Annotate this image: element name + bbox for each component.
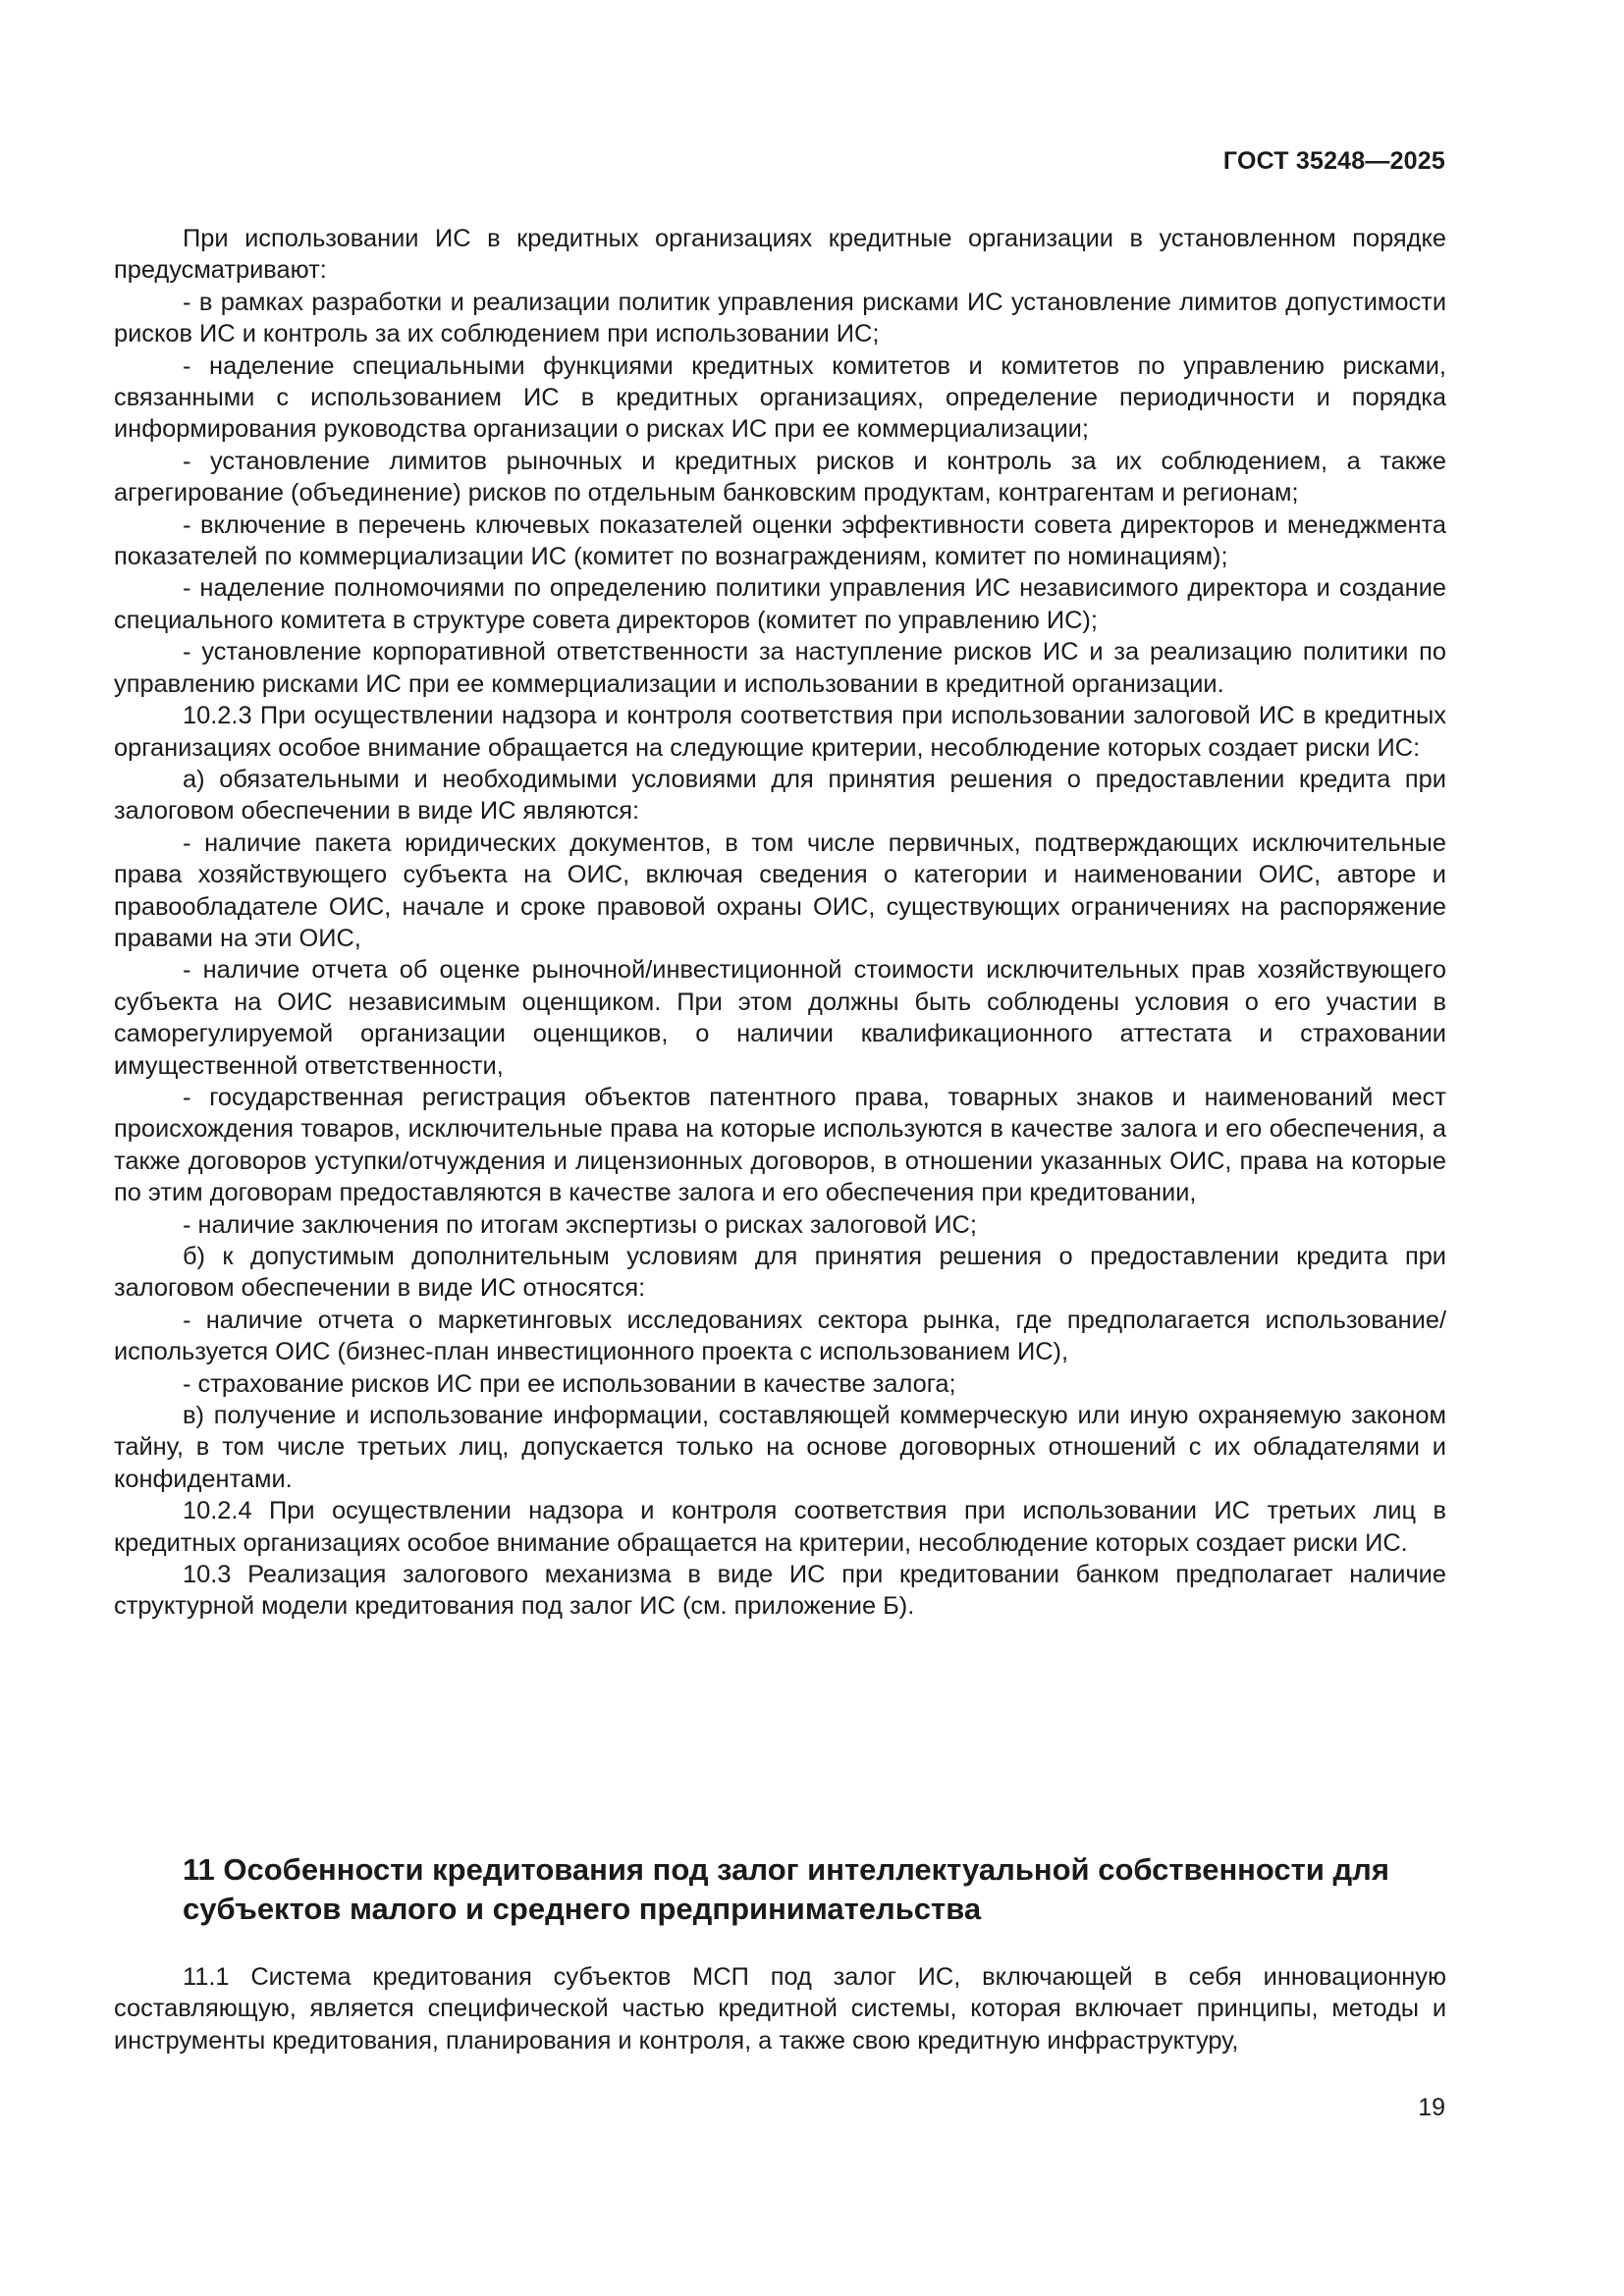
paragraph: б) к допустимым дополнительным условиям для принятия решения о предоставлении кредита при залоговом обеспечении в виде ИС относятся:: [114, 1243, 1446, 1303]
paragraph: - наличие пакета юридических документов, в том числе первичных, подтверждающих исключительные права хозяйствующего субъекта на ОИС, включая сведения о категории и наименовании ОИС, авторе и правообладателе ОИС, начале и сроке правовой охраны ОИС, существующих ограничениях на распоряжение правами на эти ОИС,: [114, 828, 1446, 952]
section-body: [114, 1961, 1446, 2056]
paragraph: - установление лимитов рыночных и кредитных рисков и контроль за их соблюдением, а также агрегирование (объединение) рисков по отдельным банковским продуктам, контрагентам и регионам;: [114, 447, 1446, 507]
document-body: [114, 223, 1446, 1623]
section-heading: 11 Особенности кредитования под залог интеллектуальной собственности для субъектов малого и среднего предпринимательства: [183, 1852, 1389, 1926]
page-number: 19: [1418, 2094, 1445, 2121]
paragraph: - страхование рисков ИС при ее использовании в качестве залога;: [183, 1369, 956, 1398]
paragraph: а) обязательными и необходимыми условиями для принятия решения о предоставлении кредита при залоговом обеспечении в виде ИС являются:: [114, 765, 1446, 826]
paragraph: - включение в перечень ключевых показателей оценки эффективности совета директоров и менеджмента показателей по коммерциализации ИС (комитет по вознаграждениям, комитет по номинациям);: [114, 510, 1446, 571]
paragraph: 10.2.4 При осуществлении надзора и контроля соответствия при использовании ИС третьих лиц в кредитных организациях особое внимание обращается на критерии, несоблюдение которых создает риски ИС.: [114, 1497, 1446, 1557]
paragraph: в) получение и использование информации, составляющей коммерческую или иную охраняемую законом тайну, в том числе третьих лиц, допускается только на основе договорных отношений с их обладателями и конфидентами.: [114, 1402, 1446, 1493]
paragraph: - наличие отчета об оценке рыночной/инвестиционной стоимости исключительных прав хозяйствующего субъекта на ОИС независимым оценщиком. При этом должны быть соблюдены условия о его участии в саморегулируемой организации оценщиков, о наличии квалификационного аттестата и страховании имущественной ответственности,: [114, 956, 1446, 1080]
paragraph: При использовании ИС в кредитных организациях кредитные организации в установленном порядке предусматривают:: [114, 225, 1446, 285]
document-header-id: ГОСТ 35248—2025: [1222, 147, 1445, 175]
paragraph: - наличие отчета о маркетинговых исследованиях сектора рынка, где предполагается использование/используется ОИС (бизнес-план инвестиционного проекта с использованием ИС),: [114, 1306, 1446, 1366]
paragraph: - наделение полномочиями по определению политики управления ИС независимого директора и создание специального комитета в структуре совета директоров (комитет по управлению ИС);: [114, 574, 1446, 634]
paragraph: 11.1 Система кредитования субъектов МСП под залог ИС, включающей в себя инновационную составляющую, является специфической частью кредитной системы, которая включает принципы, методы и инструменты кредитования, планирования и контроля, а также свою кредитную инфраструктуру,: [114, 1963, 1446, 2055]
paragraph: 10.2.3 При осуществлении надзора и контроля соответствия при использовании залоговой ИС в кредитных организациях особое внимание обращается на следующие критерии, несоблюдение которых создает риски ИС:: [114, 702, 1446, 762]
paragraph: 10.3 Реализация залогового механизма в виде ИС при кредитовании банком предполагает наличие структурной модели кредитования под залог ИС (см. приложение Б).: [114, 1561, 1446, 1621]
paragraph: - наличие заключения по итогам экспертизы о рисках залоговой ИС;: [183, 1210, 977, 1239]
paragraph: - в рамках разработки и реализации политик управления рисками ИС установление лимитов допустимости рисков ИС и контроль за их соблюдением при использовании ИС;: [114, 288, 1446, 348]
paragraph: - установление корпоративной ответственности за наступление рисков ИС и за реализацию политики по управлению рисками ИС при ее коммерциализации и использовании в кредитной организации.: [114, 638, 1446, 698]
paragraph: - наделение специальными функциями кредитных комитетов и комитетов по управлению рисками, связанными с использованием ИС в кредитных организациях, определение периодичности и порядка информирования руководства организации о рисках ИС при ее коммерциализации;: [114, 351, 1446, 444]
paragraph: - государственная регистрация объектов патентного права, товарных знаков и наименований мест происхождения товаров, исключительные права на которые используются в качестве залога и его обеспечения, а также договоров уступки/отчуждения и лицензионных договоров, в отношении указанных ОИС, права на которые по этим договорам предоставляются в качестве залога и его обеспечения при кредитовании,: [114, 1083, 1446, 1207]
